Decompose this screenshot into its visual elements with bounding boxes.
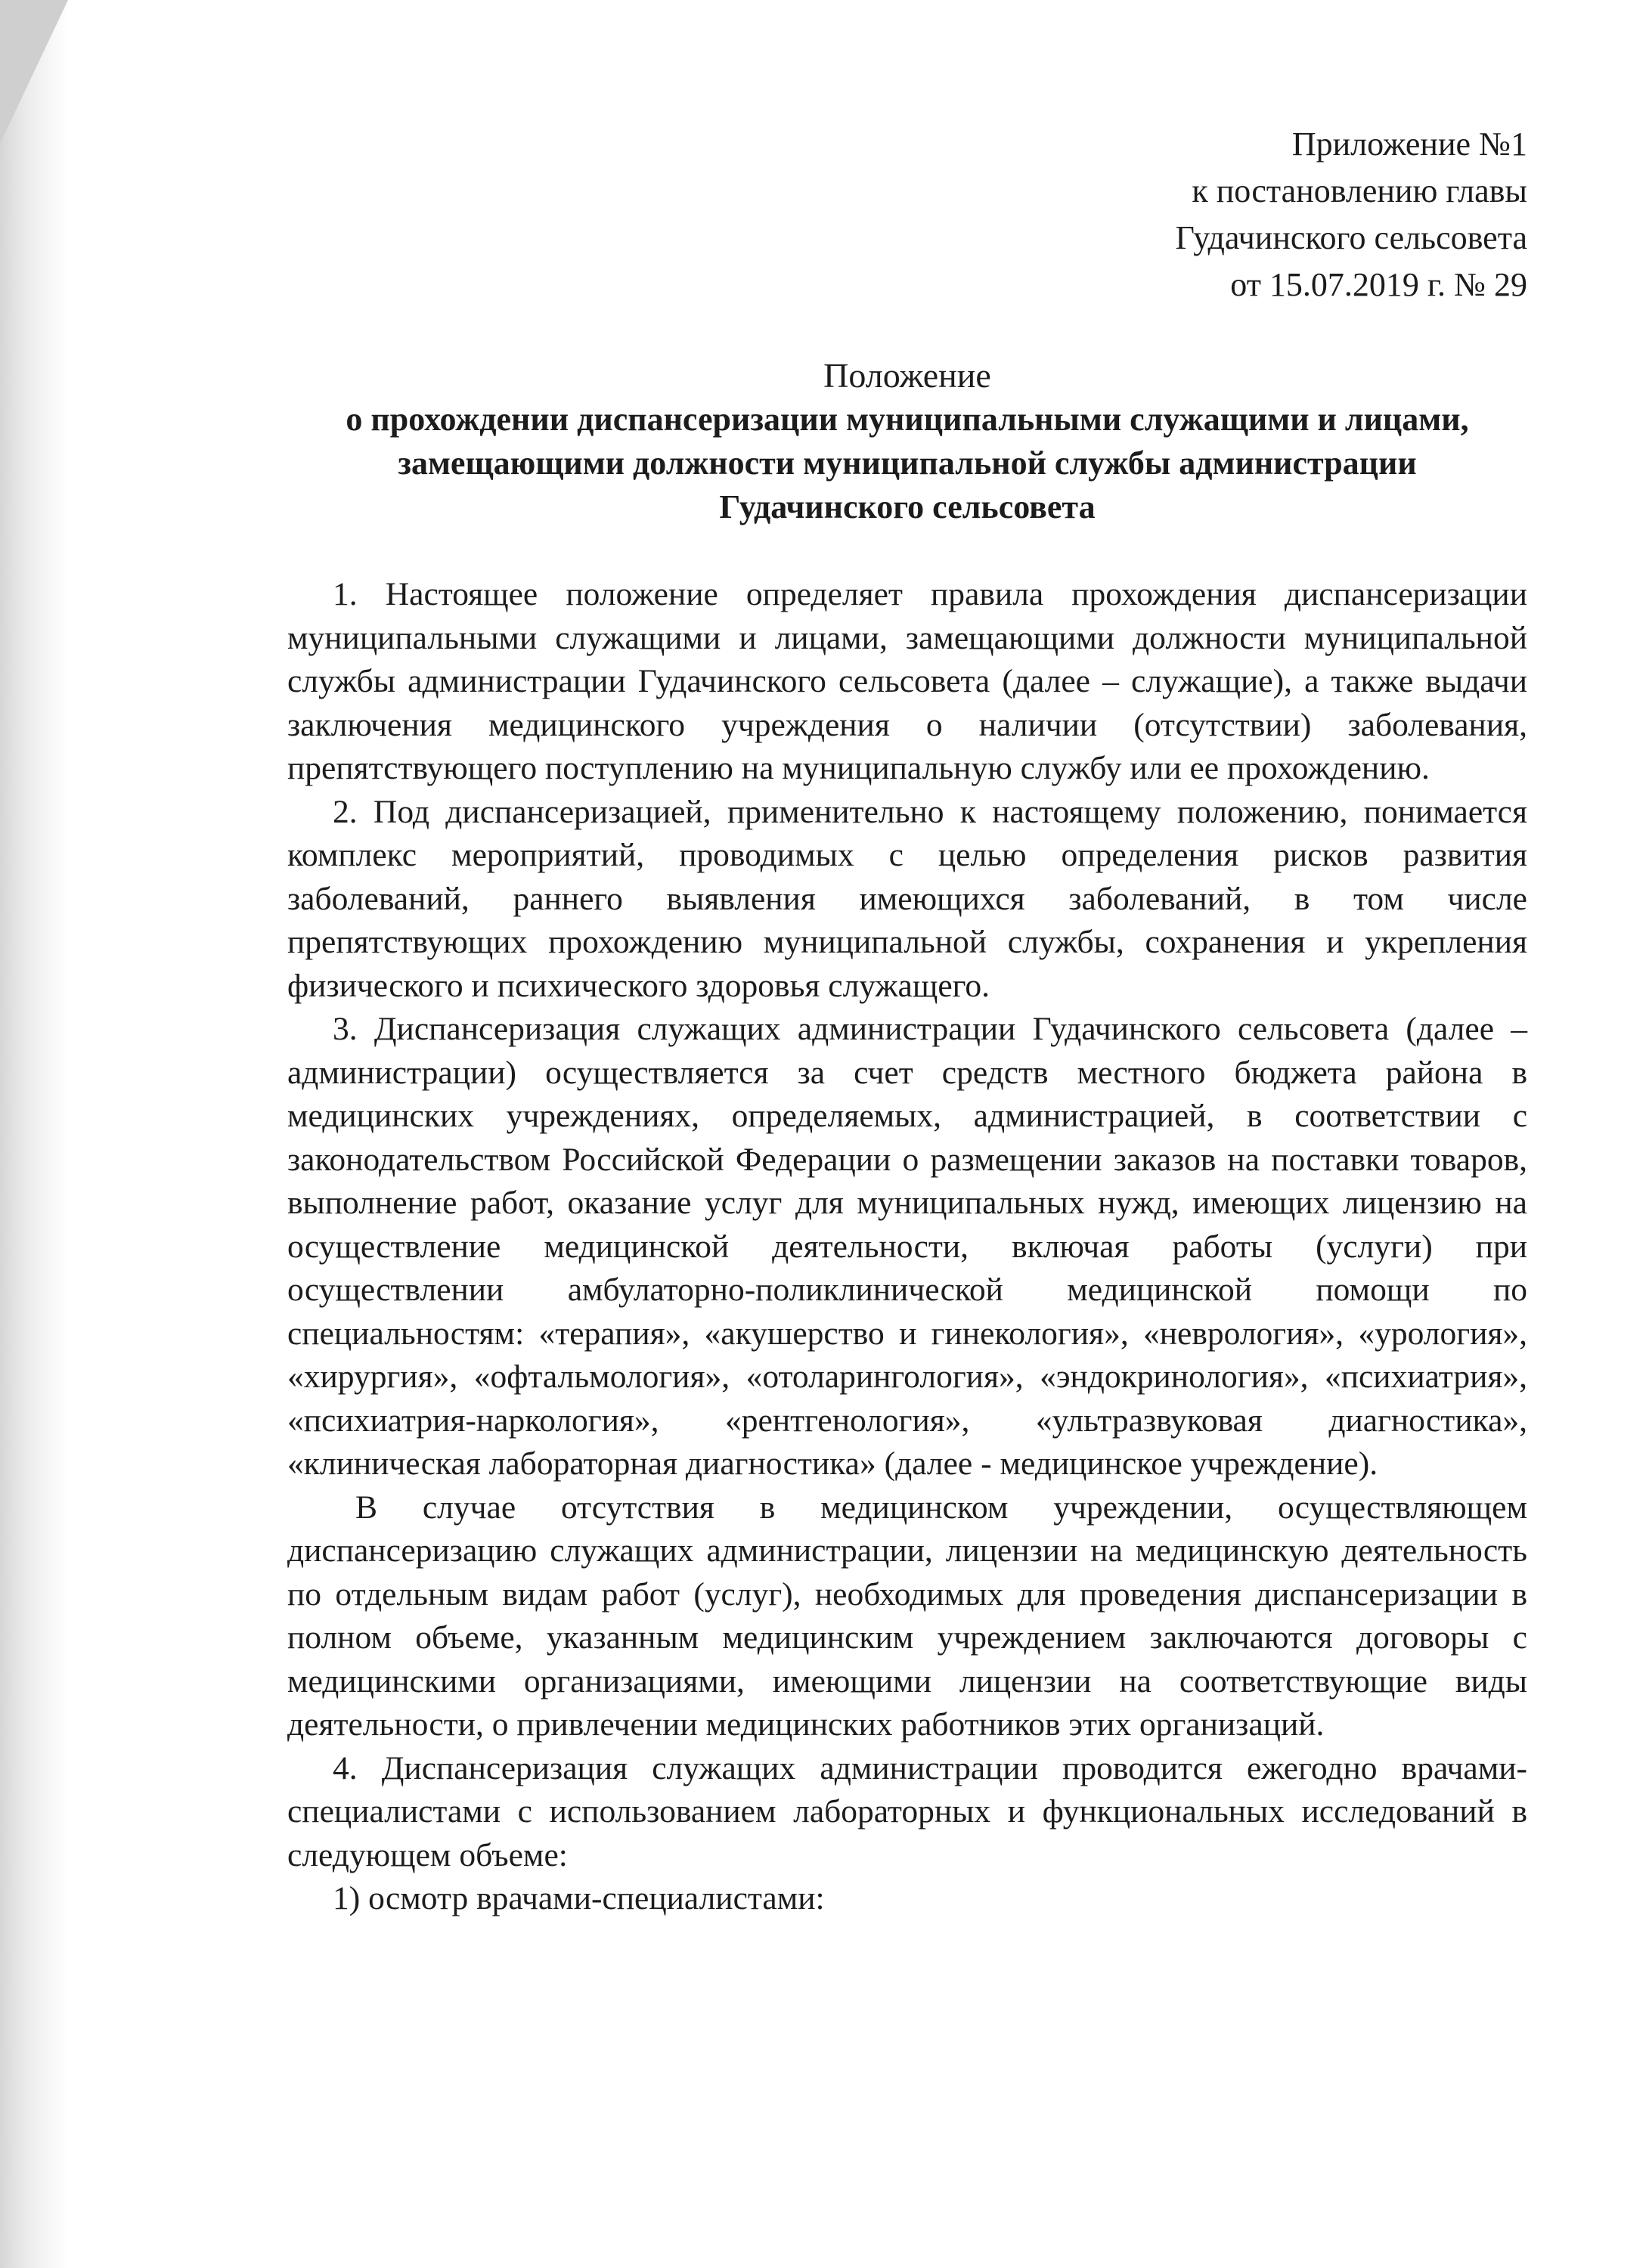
title-subtitle-line-1: о прохождении диспансеризации муниципальными служащими и лицами, [346, 401, 1469, 438]
paragraph-4: 4. Диспансеризация служащих администрации проводится ежегодно врачами-специалистами с использованием лабораторных и функциональных исследований в следующем объеме: [287, 1749, 1527, 1873]
appendix-line-3: Гудачинского сельсовета [1175, 219, 1527, 256]
paragraph-4-item-1: 1) осмотр врачами-специалистами: [333, 1880, 825, 1916]
appendix-line-2: к постановлению главы [1192, 172, 1527, 209]
appendix-line-4: от 15.07.2019 г. № 29 [1230, 266, 1527, 303]
title-main: Положение [823, 356, 991, 395]
document-body [287, 573, 1527, 1921]
paragraph-3-continuation: В случае отсутствия в медицинском учреждении, осуществляющем диспансеризацию служащих администрации, лицензии на медицинскую деятельность по отдельным видам работ (услуг), необходимых для проведения диспансеризации в полном объеме, указанным медицинским учреждением заключаются договоры с медицинскими организациями, имеющими лицензии на соответствующие виды деятельности, о привлечении медицинских работников этих организаций. [287, 1489, 1527, 1743]
document-title [287, 354, 1527, 529]
title-subtitle-line-2: замещающими должности муниципальной службы администрации [398, 445, 1417, 482]
title-subtitle-line-3: Гудачинского сельсовета [719, 488, 1096, 525]
appendix-header [287, 121, 1527, 308]
scan-edge-shadow [0, 0, 68, 2268]
appendix-line-1: Приложение №1 [1291, 125, 1527, 163]
scan-folded-corner [0, 0, 68, 144]
paragraph-3: 3. Диспансеризация служащих администрации Гудачинского сельсовета (далее – администрации) осуществляется за счет средств местного бюджета района в медицинских учреждениях, определяемых, администрацией, в соответствии с законодательством Российской Федерации о размещении заказов на поставки товаров, выполнение работ, оказание услуг для муниципальных нужд, имеющих лицензию на осуществление медицинской деятельности, включая работы (услуги) при осуществлении амбулаторно-поликлинической медицинской помощи по специальностям: «терапия», «акушерство и гинекология», «неврология», «урология», «хирургия», «офтальмология», «отоларингология», «эндокринология», «психиатрия», «психиатрия-наркология», «рентгенология», «ультразвуковая диагностика», «клиническая лабораторная диагностика» (далее - медицинское учреждение). [287, 1011, 1527, 1482]
paragraph-2: 2. Под диспансеризацией, применительно к настоящему положению, понимается комплекс мероприятий, проводимых с целью определения рисков развития заболеваний, раннего выявления имеющихся заболеваний, в том числе препятствующих прохождению муниципальной службы, сохранения и укрепления физического и психического здоровья служащего. [287, 793, 1527, 1004]
document-page [287, 121, 1527, 1921]
paragraph-1: 1. Настоящее положение определяет правила прохождения диспансеризации муниципальными служащими и лицами, замещающими должности муниципальной службы администрации Гудачинского сельсовета (далее – служащие), а также выдачи заключения медицинского учреждения о наличии (отсутствии) заболевания, препятствующего поступлению на муниципальную службу или ее прохождению. [287, 576, 1527, 786]
